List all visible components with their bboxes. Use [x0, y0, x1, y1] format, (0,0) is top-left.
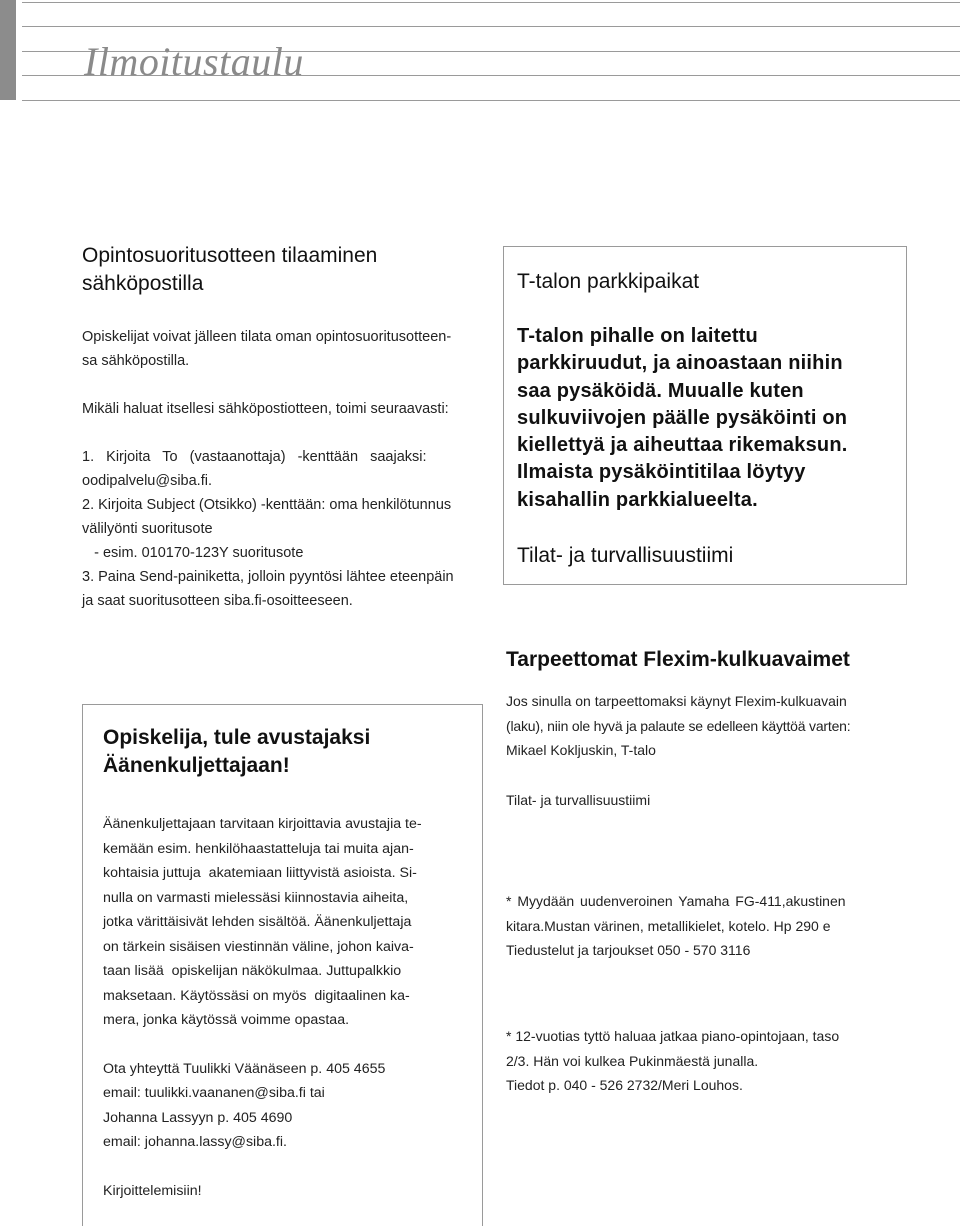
reporter-box-closing: Kirjoittelemisiin! [103, 1182, 202, 1199]
text-line: (laku), niin ole hyvä ja palaute se edelleen käyttöä varten: [506, 717, 851, 734]
page-title: Ilmoitustaulu [84, 39, 304, 84]
transcript-intro [82, 325, 482, 373]
ad-line: * 12-vuotias tyttö haluaa jatkaa piano-opintojaan, taso [506, 1028, 840, 1044]
header-rule-top [22, 2, 960, 3]
transcript-article-title [82, 242, 482, 298]
step-line: - esim. 010170-123Y suoritusote [82, 545, 304, 561]
title-line: Opiskelija, tule avustajaksi [103, 726, 371, 749]
ad-line: Tiedustelut ja tarjoukset 050 - 570 3116 [506, 942, 751, 958]
text-line: nulla on varmasti mielessäsi kiinnostavia aiheita, [103, 889, 409, 906]
reporter-box-contact [103, 1057, 473, 1155]
parking-box-signature: Tilat- ja turvallisuustiimi [517, 544, 734, 568]
reporter-box-title [103, 724, 473, 780]
header-rule [22, 26, 960, 27]
keys-article-title: Tarpeettomat Flexim-kulkuavaimet [506, 648, 850, 671]
text-line: sa sähköpostilla. [82, 353, 190, 369]
keys-article-signature: Tilat- ja turvallisuustiimi [506, 791, 651, 808]
classified-ad [506, 889, 926, 963]
header-rule-bottom [22, 100, 960, 101]
title-line: Äänenkuljettajaan! [103, 754, 290, 777]
text-line: kohtaisia juttuja akatemiaan liittyvistä asioista. Si- [103, 865, 417, 881]
text-line: Jos sinulla on tarpeettomaksi käynyt Flexim-kulkuavain [506, 693, 847, 709]
text-line: kisahallin parkkialueelta. [517, 488, 758, 511]
contact-line: Johanna Lassyyn p. 405 4690 [103, 1109, 293, 1126]
reporter-box [82, 704, 483, 1226]
text-line: Ilmaista pysäköintitilaa löytyy [517, 461, 806, 484]
text-line: Äänenkuljettajaan tarvitaan kirjoittavia avustajia te- [103, 816, 422, 832]
step-line: 3. Paina Send-painiketta, jolloin pyyntösi lähtee eteenpäin [82, 569, 454, 585]
keys-article-body [506, 689, 926, 763]
text-line: sulkuviivojen päälle pysäköinti on [517, 406, 848, 429]
text-line: on tärkein sisäisen viestinnän väline, johon kaiva- [103, 938, 414, 955]
step-line: välilyönti suoritusote [82, 521, 213, 537]
parking-box-title: T-talon parkkipaikat [517, 270, 700, 293]
text-line: T-talon pihalle on laitettu [517, 325, 758, 347]
parking-box-body [517, 323, 901, 514]
text-line: jotka värittäisivät lehden sisältöä. Äänenkuljettaja [103, 914, 412, 930]
step-line: oodipalvelu@siba.fi. [82, 473, 212, 489]
contact-line: email: tuulikki.vaananen@siba.fi tai [103, 1085, 325, 1101]
step-line: 2. Kirjoita Subject (Otsikko) -kenttään: oma henkilötunnus [82, 497, 452, 513]
ad-line: Tiedot p. 040 - 526 2732/Meri Louhos. [506, 1077, 743, 1093]
step-line: ja saat suoritusotteen siba.fi-osoitteeseen. [82, 593, 353, 609]
classified-ad [506, 1024, 926, 1098]
transcript-instructions [82, 397, 482, 613]
ad-line: 2/3. Hän voi kulkea Pukinmäestä junalla. [506, 1052, 759, 1069]
reporter-box-body [103, 812, 473, 1033]
contact-line: email: johanna.lassy@siba.fi. [103, 1134, 287, 1150]
text-line: Opiskelijat voivat jälleen tilata oman opintosuoritusotteen- [82, 329, 452, 345]
title-line: Opintosuoritusotteen tilaaminen [82, 244, 378, 267]
text-line: taan lisää opiskelijan näkökulmaa. Juttupalkkio [103, 963, 402, 979]
ad-line: * Myydään uudenveroinen Yamaha FG-411,akustinen [506, 893, 846, 909]
header-side-bar [0, 0, 16, 100]
text-line: mera, jonka käytössä voimme opastaa. [103, 1012, 350, 1028]
instructions-lead: Mikäli haluat itsellesi sähköpostiotteen, toimi seuraavasti: [82, 401, 449, 417]
parking-box [503, 246, 907, 585]
transcript-article [82, 242, 482, 613]
ad-line: kitara.Mustan värinen, metallikielet, kotelo. Hp 290 e [506, 917, 831, 934]
text-line: kiellettyä ja aiheuttaa rikemaksun. [517, 434, 848, 457]
text-line: maksetaan. Käytössäsi on myös digitaalinen ka- [103, 987, 410, 1004]
keys-article [506, 646, 926, 812]
text-line: saa pysäköidä. Muualle kuten [517, 379, 804, 402]
step-line: 1. Kirjoita To (vastaanottaja) -kenttään saajaksi: [82, 449, 427, 465]
text-line: kemään esim. henkilöhaastatteluja tai muita ajan- [103, 840, 414, 857]
spacer [82, 421, 482, 445]
title-line: sähköpostilla [82, 272, 204, 295]
contact-line: Ota yhteyttä Tuulikki Väänäseen p. 405 4655 [103, 1060, 386, 1077]
text-line: parkkiruudut, ja ainoastaan niihin [517, 352, 843, 375]
text-line: Mikael Kokljuskin, T-talo [506, 742, 656, 758]
